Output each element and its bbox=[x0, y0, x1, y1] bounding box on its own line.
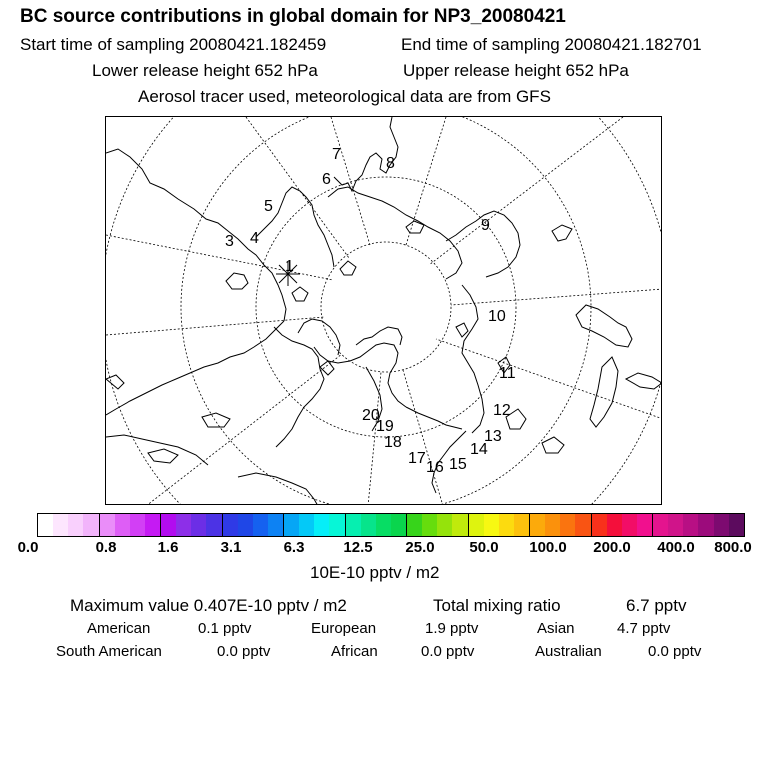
colorbar-swatch bbox=[222, 514, 238, 536]
lower-release-label: Lower release height 652 hPa bbox=[92, 61, 318, 80]
island bbox=[590, 357, 618, 427]
colorbar-swatch bbox=[130, 514, 145, 536]
colorbar-swatch bbox=[468, 514, 484, 536]
colorbar-swatch bbox=[652, 514, 668, 536]
colorbar-swatch bbox=[437, 514, 452, 536]
colorbar-swatch bbox=[406, 514, 422, 536]
colorbar-swatch bbox=[545, 514, 560, 536]
colorbar-tick-label: 3.1 bbox=[220, 539, 242, 556]
colorbar-swatch bbox=[729, 514, 744, 536]
colorbar-tick-label: 25.0 bbox=[405, 539, 435, 556]
meridian bbox=[106, 317, 324, 335]
plot-title: BC source contributions in global domain for NP3_20080421 bbox=[20, 6, 566, 27]
region-name-australian: Australian bbox=[535, 643, 602, 660]
meridian bbox=[146, 354, 342, 505]
coastline bbox=[298, 319, 340, 355]
region-name-european: European bbox=[311, 620, 377, 637]
region-value-asian: 4.7 pptv bbox=[617, 620, 671, 637]
trajectory-label: 19 bbox=[376, 418, 394, 435]
trajectory-label: 12 bbox=[493, 402, 511, 419]
colorbar-tick-label: 1.6 bbox=[157, 539, 179, 556]
island bbox=[552, 225, 572, 241]
colorbar-swatch bbox=[238, 514, 253, 536]
colorbar-swatch bbox=[560, 514, 575, 536]
island bbox=[320, 361, 334, 375]
latitude-circle-70 bbox=[256, 177, 516, 437]
maximum-value-label: Maximum value 0.407E-10 pptv / m2 bbox=[70, 596, 347, 615]
trajectory-labels bbox=[225, 146, 516, 476]
colorbar-swatch bbox=[191, 514, 206, 536]
coastline bbox=[106, 149, 286, 321]
region-name-american: American bbox=[87, 620, 151, 637]
colorbar-tick-label: 12.5 bbox=[343, 539, 373, 556]
colorbar-swatch bbox=[484, 514, 499, 536]
colorbar-swatch bbox=[391, 514, 406, 536]
map-canvas bbox=[106, 117, 662, 505]
trajectory-label: 14 bbox=[470, 441, 488, 458]
meridian bbox=[331, 117, 370, 245]
colorbar-swatch bbox=[314, 514, 329, 536]
colorbar-swatch bbox=[38, 514, 53, 536]
colorbar-swatch bbox=[283, 514, 299, 536]
colorbar-swatch bbox=[668, 514, 683, 536]
colorbar-swatch bbox=[206, 514, 221, 536]
colorbar-tick-label: 6.3 bbox=[283, 539, 305, 556]
colorbar-swatch bbox=[361, 514, 376, 536]
colorbar-swatch bbox=[714, 514, 729, 536]
coastline bbox=[106, 321, 284, 415]
trajectory-label: 15 bbox=[449, 456, 467, 473]
island bbox=[626, 373, 662, 389]
region-value-south-american: 0.0 pptv bbox=[217, 643, 271, 660]
colorbar-tick-label: 50.0 bbox=[469, 539, 499, 556]
colorbar-swatch bbox=[160, 514, 176, 536]
meridian bbox=[429, 117, 623, 265]
island bbox=[542, 437, 564, 453]
total-mixing-ratio-label: Total mixing ratio bbox=[433, 596, 561, 615]
colorbar-swatch bbox=[299, 514, 314, 536]
coastline bbox=[334, 117, 398, 191]
colorbar-swatch bbox=[499, 514, 514, 536]
colorbar-swatch bbox=[529, 514, 545, 536]
coastline bbox=[106, 435, 208, 465]
colorbar-swatch bbox=[345, 514, 361, 536]
island bbox=[292, 287, 308, 301]
colorbar-swatch bbox=[99, 514, 115, 536]
region-value-american: 0.1 pptv bbox=[198, 620, 252, 637]
region-value-african: 0.0 pptv bbox=[421, 643, 475, 660]
region-value-european: 1.9 pptv bbox=[425, 620, 479, 637]
meridian bbox=[451, 289, 662, 305]
trajectory-label: 17 bbox=[408, 450, 426, 467]
colorbar-tick-label: 0.0 bbox=[17, 539, 39, 556]
meridian bbox=[246, 117, 349, 258]
colorbar-swatch bbox=[622, 514, 637, 536]
trajectory-label: 5 bbox=[264, 198, 273, 215]
polar-map bbox=[105, 116, 662, 505]
colorbar-swatch bbox=[253, 514, 268, 536]
colorbar-tick-label: 800.0 bbox=[714, 539, 752, 556]
colorbar-tick-label: 200.0 bbox=[593, 539, 631, 556]
tracer-note: Aerosol tracer used, meteorological data are from GFS bbox=[138, 87, 551, 106]
trajectory-label: 3 bbox=[225, 233, 234, 250]
trajectory-label: 10 bbox=[488, 308, 506, 325]
colorbar-swatch bbox=[53, 514, 68, 536]
latitude-circle-80 bbox=[321, 242, 451, 372]
total-mixing-ratio-value: 6.7 pptv bbox=[626, 596, 687, 615]
region-name-asian: Asian bbox=[537, 620, 575, 637]
colorbar-swatch bbox=[514, 514, 529, 536]
trajectory-label: 6 bbox=[322, 171, 331, 188]
island bbox=[456, 323, 468, 337]
colorbar-swatch bbox=[683, 514, 698, 536]
colorbar-units: 10E-10 pptv / m2 bbox=[310, 563, 440, 582]
colorbar-swatch bbox=[83, 514, 98, 536]
colorbar-swatch bbox=[68, 514, 83, 536]
island bbox=[202, 413, 230, 427]
region-value-australian: 0.0 pptv bbox=[648, 643, 702, 660]
colorbar-swatch bbox=[145, 514, 160, 536]
colorbar-tick-label: 100.0 bbox=[529, 539, 567, 556]
colorbar-swatch bbox=[607, 514, 622, 536]
trajectory-label: 13 bbox=[484, 428, 502, 445]
island bbox=[106, 375, 124, 389]
trajectory-label: 7 bbox=[332, 146, 341, 163]
meridian bbox=[403, 370, 443, 505]
colorbar bbox=[37, 513, 745, 537]
meridian bbox=[436, 339, 662, 419]
start-time-label: Start time of sampling 20080421.182459 bbox=[20, 35, 327, 54]
coastline bbox=[356, 327, 402, 345]
colorbar-swatch bbox=[268, 514, 283, 536]
coastline bbox=[462, 285, 484, 433]
colorbar-swatch bbox=[176, 514, 191, 536]
end-time-label: End time of sampling 20080421.182701 bbox=[401, 35, 702, 54]
trajectory-label: 1 bbox=[285, 258, 294, 275]
trajectory-label: 9 bbox=[481, 217, 490, 234]
colorbar-swatch bbox=[637, 514, 652, 536]
coastline bbox=[238, 473, 318, 505]
coastline bbox=[328, 187, 462, 279]
colorbar-tick-label: 0.8 bbox=[95, 539, 117, 556]
island bbox=[576, 305, 632, 347]
colorbar-swatch bbox=[575, 514, 590, 536]
trajectory-label: 20 bbox=[362, 407, 380, 424]
trajectory-label: 16 bbox=[426, 459, 444, 476]
colorbar-swatch bbox=[422, 514, 437, 536]
trajectory-label: 18 bbox=[384, 434, 402, 451]
colorbar-swatch bbox=[698, 514, 713, 536]
upper-release-label: Upper release height 652 hPa bbox=[403, 61, 629, 80]
region-name-african: African bbox=[331, 643, 378, 660]
colorbar-swatch bbox=[452, 514, 467, 536]
region-name-south-american: South American bbox=[56, 643, 162, 660]
colorbar-swatch bbox=[115, 514, 130, 536]
island bbox=[148, 449, 178, 463]
meridian bbox=[106, 235, 333, 280]
colorbar-tick-label: 400.0 bbox=[657, 539, 695, 556]
trajectory-label: 8 bbox=[386, 155, 395, 172]
trajectory-label: 11 bbox=[499, 365, 516, 382]
island bbox=[226, 273, 248, 289]
colorbar-swatch bbox=[376, 514, 391, 536]
colorbar-swatch bbox=[329, 514, 344, 536]
colorbar-swatch bbox=[591, 514, 607, 536]
trajectory-label: 4 bbox=[250, 230, 259, 247]
island bbox=[340, 261, 356, 275]
